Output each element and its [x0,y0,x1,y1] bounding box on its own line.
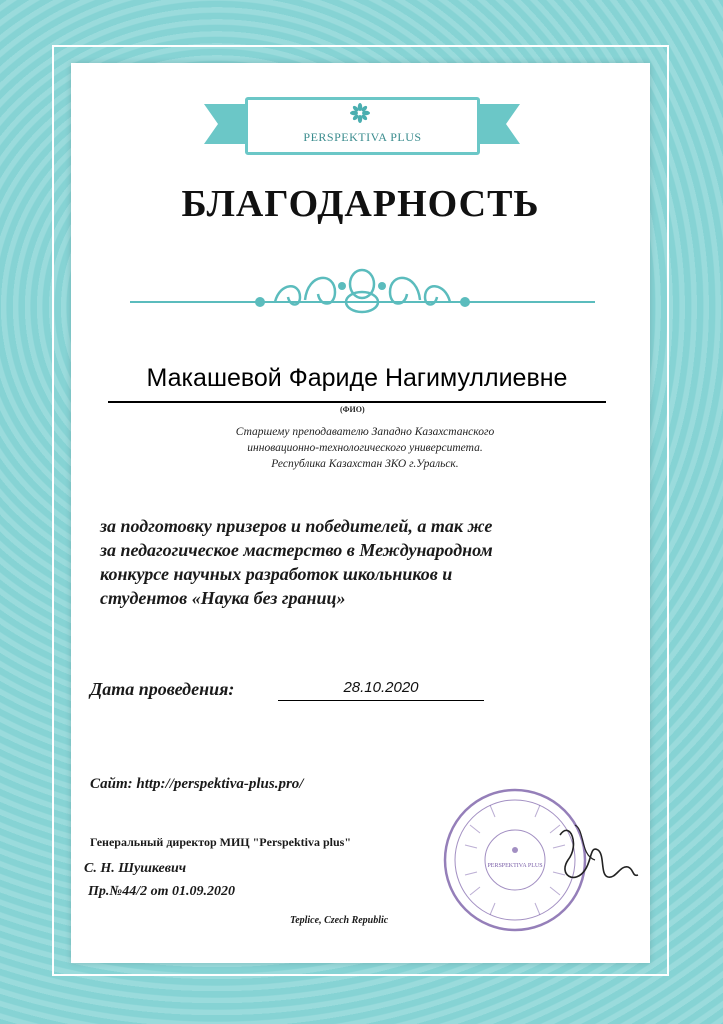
recipient-name: Макашевой Фариде Нагимуллиевне [146,364,568,392]
order-number: Пр.№44/2 от 01.09.2020 [88,884,235,899]
name-underline [108,401,606,403]
reason-line: за подготовку призеров и победителей, а так же [100,516,493,536]
logo-text: PERSPEKTIVA PLUS [303,130,422,144]
reason-line: за педагогическое мастерство в Международном [100,540,493,560]
name-caption: (ФИО) [340,405,365,414]
flower-logo-icon [346,102,374,124]
director-title: Генеральный директор МИЦ "Perspektiva plus" [90,835,351,849]
date-underline [278,700,484,701]
seal-text: PERSPEKTIVA PLUS [487,863,543,869]
director-name: С. Н. Шушкевич [84,861,187,876]
date-label: Дата проведения: [90,679,235,699]
director-signature [550,815,640,905]
position-line: инновационно-технологического университета. [247,442,483,454]
reason-line: студентов «Наука без границ» [100,588,346,608]
reason-line: конкурсе научных разработок школьников и [100,564,453,584]
certificate-title: БЛАГОДАРНОСТЬ [181,183,540,225]
position-line: Республика Казахстан ЗКО г.Уральск. [271,458,459,470]
award-reason [100,514,620,610]
location: Teplice, Czech Republic [290,915,389,926]
website-link[interactable]: Сайт: http://perspektiva-plus.pro/ [90,776,304,792]
date-value: 28.10.2020 [343,679,419,696]
ornament-divider [130,262,595,322]
recipient-position [185,424,545,472]
position-line: Старшему преподавателю Западно Казахстанского [235,426,495,438]
